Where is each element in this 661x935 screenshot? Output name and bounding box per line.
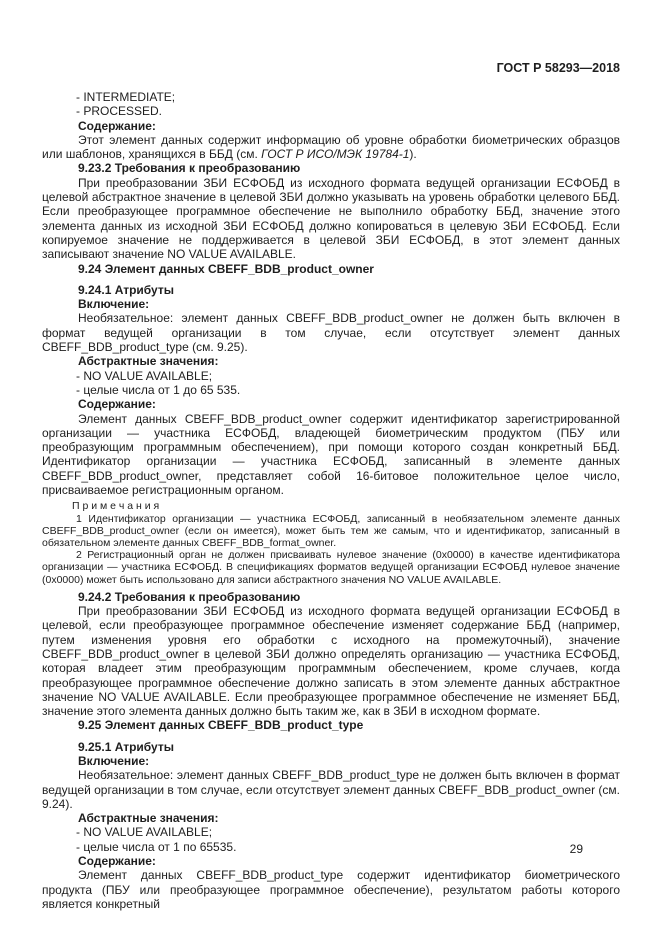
list-item-integer-range: - целые числа от 1 по 65535. [76,839,237,854]
heading-9-24-2: 9.24.2 Требования к преобразованию [78,589,301,604]
heading-9-24: 9.24 Элемент данных CBEFF_BDB_product_owner [78,261,374,276]
notes-label: П р и м е ч а н и я [72,500,160,513]
paragraph-inclusion-9-25: Необязательное: элемент данных CBEFF_BDB_product_type не должен быть включен в формат ведущей организации в том случае, если отсутствует элемент данных CBEFF_BDB_product_owner (см. 9.24). [42,768,620,811]
list-item-no-value: - NO VALUE AVAILABLE; [76,368,213,383]
gost-reference: ГОСТ Р ИСО/МЭК 19784-1 [261,147,410,162]
paragraph-content-9-25: Элемент данных CBEFF_BDB_product_type содержит идентификатор биометрического продукта (ПБУ или преобразующее программное обеспечение), результатом работы которого является конкретный [42,868,620,911]
content-label: Содержание: [78,854,156,869]
heading-9-24-1: 9.24.1 Атрибуты [78,282,174,297]
paragraph-content-9-23 [42,133,620,162]
doc-number: ГОСТ Р 58293—2018 [496,61,620,75]
heading-9-23-2: 9.23.2 Требования к преобразованию [78,161,301,176]
paragraph-inclusion-9-24: Необязательное: элемент данных CBEFF_BDB_product_owner не должен быть включен в формат ведущей организации в том случае, если отсутствует элемент данных CBEFF_BDB_product_type (см. 9.25). [42,311,620,355]
paragraph-9-23-2: При преобразовании ЗБИ ЕСФОБД из исходного формата ведущей организации ЕСФОБД в целевой абстрактное значение в целевой ЗБИ должно указывать на уровень обработки целевого ББД. Если преобразующее программное обеспечение не выполнило обработку ББД, значение этого элемента данных из исходной ЗБИ ЕСФОБД должно копироваться в целевую ЗБИ ЕСФОБД. Если копируемое значение не поддерживается в целевой ЗБИ ЕСФОБД, в этот элемент данных записывают значение NO VALUE AVAILABLE. [42,175,620,262]
content-label: Содержание: [78,118,156,133]
inclusion-label: Включение: [78,297,150,312]
list-item-processed: - PROCESSED. [76,104,163,119]
paragraph-content-9-24: Элемент данных CBEFF_BDB_product_owner содержит идентификатор зарегистрированной организации — участника ЕСФОБД, владеющей биометрическим продуктом (ПБУ или преобразующим программным обеспечением), при помощи которого создан конкретный ББД. Идентификатор организации — участника ЕСФОБД, записанный в элементе данных CBEFF_BDB_product_owner, представляет собой 16-битовое положительное целое число, присваиваемое регистрационным органом. [42,411,620,498]
page-number: 29 [569,842,583,856]
paragraph-text: ). [409,147,417,162]
heading-9-25-1: 9.25.1 Атрибуты [78,739,174,754]
list-item-integer-range: - целые числа от 1 до 65 535. [76,382,241,397]
paragraph-text: Этот элемент данных содержит информацию об уровне обработки биометрических образцов или шаблонов, хранящихся в ББД (см. [42,132,620,162]
document-content [42,90,620,911]
paragraph-9-24-2: При преобразовании ЗБИ ЕСФОБД из исходного формата ведущей организации ЕСФОБД в целевой, если преобразующее программное обеспечение изменяет содержание ББД (например, путем изменения уровня его обработки с исходного на промежуточный), значение CBEFF_BDB_product_owner в целевой ЗБИ должно определять организацию — участника ЕСФОБД, которая владеет этим преобразующим программным обеспечением, кроме случаев, когда преобразующее программное обеспечение должно записать в этом элементе данных абстрактное значение NO VALUE AVAILABLE. Если преобразующее программное обеспечение не изменяет ББД, значение этого элемента данных должно быть таким же, как в ЗБИ в исходном формате. [42,604,620,719]
notes-block [42,500,620,585]
inclusion-label: Включение: [78,754,150,768]
list-item-intermediate: - INTERMEDIATE; [76,90,176,104]
abstract-values-label: Абстрактные значения: [78,811,219,826]
content-label: Содержание: [78,397,156,412]
note-1: 1 Идентификатор организации — участника ЕСФОБД, записанный в необязательном элементе данных CBEFF_BDB_product_owner (если он имеется), может быть тем же самым, что и идентификатор, записанный в обязательном элементе данных CBEFF_BDB_format_owner. [42,512,620,549]
list-item-no-value: - NO VALUE AVAILABLE; [76,825,213,840]
abstract-values-label: Абстрактные значения: [78,354,219,369]
heading-9-25: 9.25 Элемент данных CBEFF_BDB_product_type [78,718,364,733]
note-2: 2 Регистрационный орган не должен присваивать нулевое значение (0x0000) в качестве идентификатора организации — участника ЕСФОБД. В спецификациях форматов ведущей организации ЕСФОБД нулевое значение (0x0000) может быть использовано для записи абстрактного значения NO VALUE AVAILABLE. [42,549,620,586]
